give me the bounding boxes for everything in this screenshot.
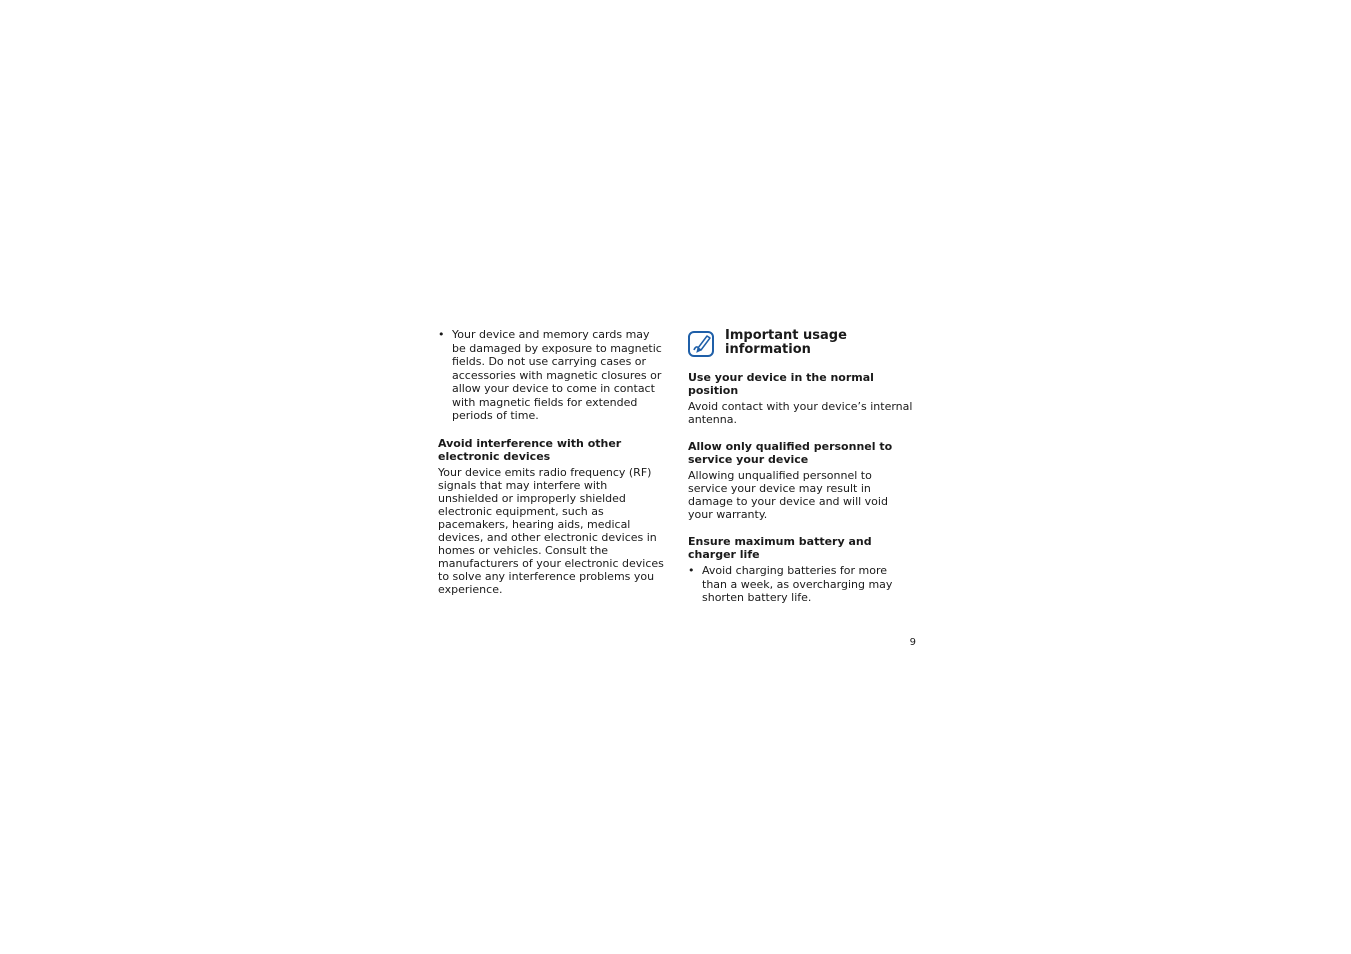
battery-bullet-text: Avoid charging batteries for more than a week, as overcharging may shorten battery life. — [702, 564, 893, 604]
normal-position-heading: Use your device in the normal position — [688, 371, 874, 397]
magnetic-fields-bullet — [438, 328, 664, 423]
magnetic-fields-text: Your device and memory cards may be damaged by exposure to magnetic fields. Do not use carrying cases or accessories with magnetic closures or allow your device to come in contact with magnetic fields for extended periods of time. — [452, 328, 662, 422]
interference-text: Your device emits radio frequency (RF) signals that may interfere with unshielded or improperly shielded electronic equipment, such as pacemakers, hearing aids, medical devices, and other electronic devices in homes or vehicles. Consult the manufacturers of your electronic devices to solve any interference problems you experience. — [438, 465, 664, 596]
normal-position-text: Avoid contact with your device’s internal antenna. — [688, 400, 913, 426]
interference-heading: Avoid interference with other electronic devices — [438, 436, 622, 463]
page-number: 9 — [909, 637, 916, 648]
left-column — [438, 328, 664, 596]
qualified-personnel-text: Allowing unqualified personnel to service your device may result in damage to your device and will void your warranty. — [688, 469, 888, 521]
note-pencil-icon — [688, 331, 714, 357]
section-header — [688, 328, 914, 362]
right-column — [688, 328, 914, 605]
bullet-dot: • — [688, 564, 695, 577]
bullet-dot: • — [438, 328, 445, 341]
battery-heading: Ensure maximum battery and charger life — [688, 535, 872, 561]
battery-bullet — [688, 564, 914, 605]
qualified-personnel-heading: Allow only qualified personnel to service your device — [688, 440, 893, 466]
section-title: Important usage information — [725, 328, 847, 357]
